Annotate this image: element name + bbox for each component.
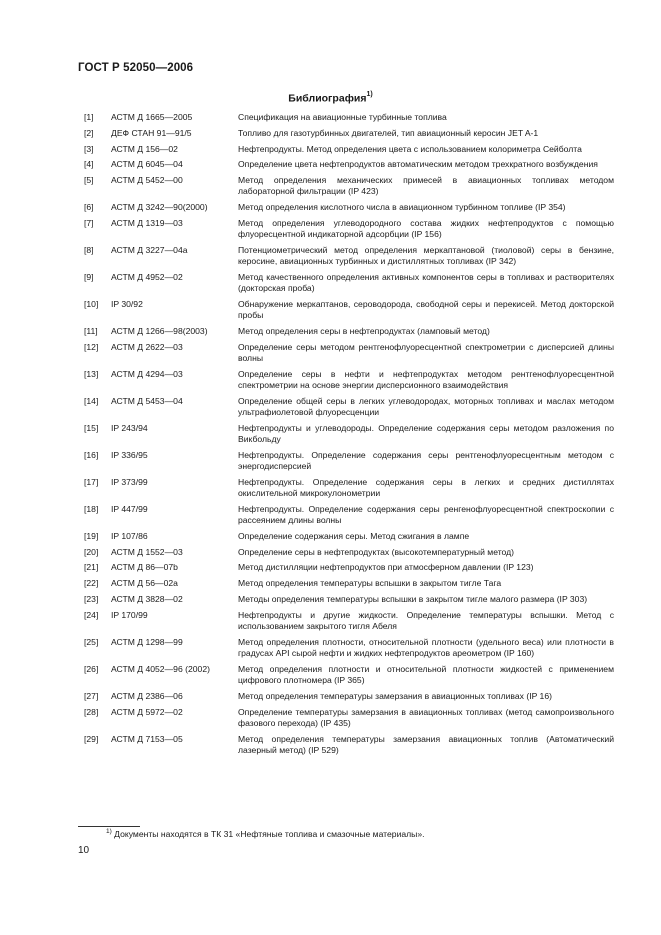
entry-number: [4] (84, 159, 94, 170)
bibliography-entry (80, 128, 614, 144)
entry-number: [3] (84, 143, 94, 154)
entry-number: [11] (84, 325, 98, 336)
entry-description: Потенциометрический метод определения меркаптановой (тиоловой) серы в бензине, керосине, авиационных турбинных и дистиллятных топливах (IP 342) (238, 244, 614, 267)
bibliography-title-text: Библиография (288, 92, 367, 105)
entry-number: [22] (84, 578, 99, 589)
entry-description: Метод определения температуры замерзания авиационных топлив (Автоматический лазерный метод) (IP 529) (238, 733, 614, 755)
title-footnote-mark: 1) (366, 91, 373, 98)
bibliography-entry (80, 637, 614, 664)
entry-description: Метод определения температуры замерзания в авиационных топливах (IP 16) (238, 690, 552, 701)
entry-description: Определение общей серы в легких углеводородах, моторных топливах и маслах методом ультрафиолетовой флуоресценции (238, 395, 614, 417)
entry-description: Метод определения плотности, относительной плотности (удельного веса) или плотности в градусах API сырой нефти и жидких нефтепродуктов ареометром (IP 160) (238, 636, 614, 658)
bibliography-entry (80, 112, 614, 128)
entry-document: АСТМ Д 1552—03 (111, 546, 183, 557)
entry-document: IP 107/86 (111, 530, 148, 541)
entry-number: [6] (84, 202, 94, 213)
entry-description: Метод определения углеводородного состава жидких нефтепродуктов с помощью флуоресцентной индикаторной адсорбции (IP 156) (238, 217, 614, 240)
footnote-mark: 1) (106, 828, 112, 835)
entry-document: IP 373/99 (111, 476, 148, 487)
entry-document: АСТМ Д 1298—99 (111, 636, 183, 647)
bibliography-list (80, 112, 614, 761)
entry-document: АСТМ Д 3242—90(2000) (111, 202, 208, 213)
entry-number: [1] (84, 112, 94, 122)
bibliography-entry (80, 159, 614, 175)
bibliography-entry (80, 144, 614, 160)
bibliography-entry (80, 450, 614, 477)
bibliography-entry (80, 504, 614, 531)
entry-number: [15] (84, 422, 99, 433)
entry-number: [10] (84, 298, 99, 309)
bibliography-entry (80, 477, 614, 504)
document-header: ГОСТ Р 52050—2006 (78, 62, 194, 74)
entry-number: [7] (84, 217, 94, 228)
entry-document: АСТМ Д 86—07b (111, 562, 178, 573)
footnote (106, 828, 425, 839)
entry-document: АСТМ Д 2386—06 (111, 690, 183, 701)
bibliography-entry (80, 664, 614, 691)
entry-description: Топливо для газотурбинных двигателей, тип авиационный керосин JET A-1 (238, 127, 539, 138)
bibliography-entry (80, 202, 614, 218)
entry-number: [17] (84, 476, 99, 487)
bibliography-entry (80, 734, 614, 761)
entry-document: АСТМ Д 5453—04 (111, 395, 183, 406)
entry-document: АСТМ Д 1665—2005 (111, 112, 193, 122)
entry-number: [8] (84, 244, 94, 255)
entry-description: Нефтепродукты и другие жидкости. Определение температуры вспышки. Метод с использованием закрытого тигля Абеля (238, 609, 614, 631)
entry-number: [16] (84, 449, 99, 460)
entry-description: Спецификация на авиационные турбинные топлива (238, 112, 447, 122)
bibliography-entry (80, 610, 614, 637)
bibliography-entry (80, 691, 614, 707)
entry-number: [20] (84, 546, 99, 557)
entry-description: Метод качественного определения активных компонентов серы в топливах и растворителях (докторская проба) (238, 271, 614, 294)
entry-number: [5] (84, 175, 94, 186)
entry-document: IP 30/92 (111, 298, 143, 309)
entry-description: Нефтепродукты. Определение содержания серы рентгенофлуоресцентным методом с энергодисперсией (238, 449, 614, 471)
entry-number: [23] (84, 593, 99, 604)
entry-document: IP 243/94 (111, 422, 148, 433)
entry-document: АСТМ Д 5452—00 (111, 175, 183, 186)
bibliography-entry (80, 594, 614, 610)
entry-description: Нефтепродукты и углеводороды. Определение содержания серы методом разложения по Викбольду (238, 422, 614, 444)
bibliography-entry (80, 299, 614, 326)
entry-description: Обнаружение меркаптанов, сероводорода, свободной серы и перекисей. Метод докторской пробы (238, 298, 614, 321)
entry-description: Определение серы в нефти и нефтепродуктах методом рентгенофлуоресцентной спектрометрии на основе энергии дисперсионного взаимодействия (238, 368, 614, 390)
entry-document: АСТМ Д 2622—03 (111, 341, 183, 352)
entry-description: Метод определения механических примесей в авиационных топливах методом лабораторной фильтрации (IP 423) (238, 175, 614, 197)
entry-document: АСТМ Д 3227—04a (111, 244, 188, 255)
entry-document: ДЕФ СТАН 91—91/5 (111, 127, 192, 138)
page-number: 10 (78, 845, 90, 856)
bibliography-entry (80, 707, 614, 734)
entry-document: АСТМ Д 5972—02 (111, 706, 183, 717)
entry-description: Нефтепродукты. Метод определения цвета с использованием колориметра Сейболта (238, 143, 582, 154)
bibliography-entry (80, 423, 614, 450)
entry-number: [26] (84, 663, 99, 674)
bibliography-entry (80, 342, 614, 369)
entry-description: Методы определения температуры вспышки в закрытом тигле малого размера (IP 303) (238, 593, 588, 604)
bibliography-entry (80, 218, 614, 245)
entry-number: [24] (84, 609, 99, 620)
entry-description: Метод определения температуры вспышки в закрытом тигле Тага (238, 578, 502, 589)
entry-number: [18] (84, 503, 99, 514)
bibliography-entry (80, 531, 614, 547)
entry-description: Метод дистилляции нефтепродуктов при атмосферном давлении (IP 123) (238, 562, 534, 573)
footnote-divider (78, 826, 140, 827)
entry-description: Метод определения кислотного числа в авиационном турбинном топливе (IP 354) (238, 202, 566, 213)
entry-document: IP 170/99 (111, 609, 148, 620)
entry-document: АСТМ Д 56—02a (111, 578, 178, 589)
bibliography-entry (80, 272, 614, 299)
entry-document: АСТМ Д 4294—03 (111, 368, 183, 379)
bibliography-entry (80, 396, 614, 423)
entry-description: Определение содержания серы. Метод сжигания в лампе (238, 530, 470, 541)
entry-description: Метод определения серы в нефтепродуктах (ламповый метод) (238, 325, 490, 336)
entry-document: АСТМ Д 4052—96 (2002) (111, 663, 210, 674)
entry-document: АСТМ Д 1266—98(2003) (111, 325, 208, 336)
bibliography-entry (80, 547, 614, 563)
entry-number: [28] (84, 706, 99, 717)
entry-document: IP 336/95 (111, 449, 148, 460)
entry-document: АСТМ Д 4952—02 (111, 271, 183, 282)
entry-description: Определение цвета нефтепродуктов автоматическим методом трехкратного возбуждения (238, 159, 598, 170)
entry-number: [9] (84, 271, 94, 282)
entry-description: Нефтепродукты. Определение содержания серы ренгенофлуоресцентной спектроскопии с рассеянием длины волны (238, 503, 614, 525)
entry-number: [27] (84, 690, 99, 701)
entry-number: [21] (84, 562, 99, 573)
bibliography-entry (80, 245, 614, 272)
entry-document: IP 447/99 (111, 503, 148, 514)
entry-description: Определение серы методом рентгенофлуоресцентной спектрометрии с дисперсией длины волны (238, 341, 614, 363)
bibliography-entry (80, 562, 614, 578)
entry-number: [29] (84, 733, 99, 744)
bibliography-entry (80, 175, 614, 202)
entry-number: [2] (84, 127, 94, 138)
bibliography-entry (80, 578, 614, 594)
entry-description: Нефтепродукты. Определение содержания серы в легких и средних дистиллятах окислительной микрокулонометрии (238, 476, 614, 498)
entry-document: АСТМ Д 7153—05 (111, 733, 183, 744)
bibliography-entry (80, 326, 614, 342)
entry-description: Метод определения плотности и относительной плотности жидкостей с применением цифрового плотномера (IP 365) (238, 663, 614, 685)
entry-document: АСТМ Д 3828—02 (111, 593, 183, 604)
entry-number: [12] (84, 341, 99, 352)
bibliography-entry (80, 369, 614, 396)
entry-document: АСТМ Д 6045—04 (111, 159, 183, 170)
entry-number: [19] (84, 530, 99, 541)
entry-description: Определение серы в нефтепродуктах (высокотемпературный метод) (238, 546, 515, 557)
footnote-text: Документы находятся в ТК 31 «Нефтяные топлива и смазочные материалы». (111, 828, 425, 839)
entry-number: [14] (84, 395, 99, 406)
bibliography-title (0, 92, 661, 105)
entry-number: [25] (84, 636, 99, 647)
entry-document: АСТМ Д 1319—03 (111, 217, 183, 228)
entry-number: [13] (84, 368, 99, 379)
entry-document: АСТМ Д 156—02 (111, 143, 178, 154)
entry-description: Определение температуры замерзания в авиационных топливах (метод самопроизвольного фазового перехода) (IP 435) (238, 706, 614, 728)
